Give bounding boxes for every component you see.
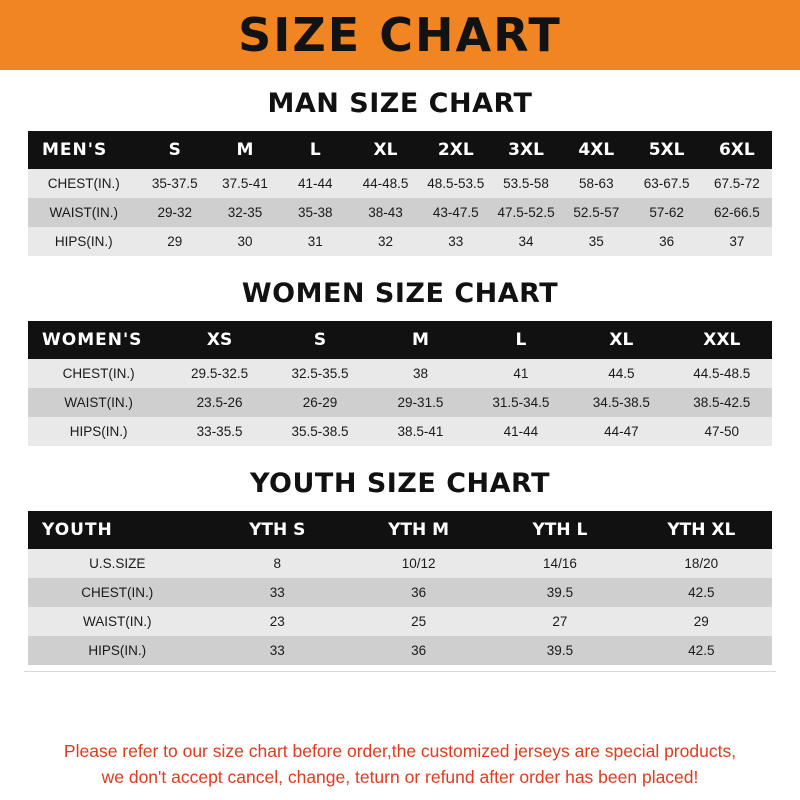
footer-divider [24,671,776,672]
table-cell: 41-44 [471,417,571,446]
table-row [28,549,772,578]
table-cell: 41-44 [280,169,350,198]
row-label: WAIST(IN.) [28,198,140,227]
table-cell: 48.5-53.5 [421,169,491,198]
youth-header-cell: YTH M [348,511,489,549]
men-header-cell: 6XL [702,131,772,169]
table-cell: 43-47.5 [421,198,491,227]
men-header-cell: 4XL [561,131,631,169]
table-row [28,578,772,607]
table-cell: 34.5-38.5 [571,388,671,417]
table-cell: 39.5 [489,578,630,607]
table-cell: 35 [561,227,631,256]
women-header-cell: S [270,321,370,359]
table-cell: 36 [348,636,489,665]
table-cell: 36 [348,578,489,607]
table-row [28,607,772,636]
table-row [28,227,772,256]
table-header-row [28,321,772,359]
table-cell: 18/20 [631,549,772,578]
banner [0,0,800,70]
table-cell: 31 [280,227,350,256]
women-header-cell: L [471,321,571,359]
women-table-wrap [28,321,772,446]
women-header-cell: WOMEN'S [28,321,169,359]
table-cell: 38-43 [350,198,420,227]
men-section-title: MAN SIZE CHART [267,88,533,119]
table-cell: 33 [421,227,491,256]
table-cell: 25 [348,607,489,636]
women-size-table [28,321,772,446]
men-header-cell: MEN'S [28,131,140,169]
table-cell: 57-62 [631,198,701,227]
table-cell: 35-38 [280,198,350,227]
table-cell: 32-35 [210,198,280,227]
table-row [28,417,772,446]
table-cell: 67.5-72 [702,169,772,198]
table-cell: 47-50 [672,417,772,446]
table-cell: 37 [702,227,772,256]
table-cell: 38.5-42.5 [672,388,772,417]
table-cell: 44.5-48.5 [672,359,772,388]
youth-table-wrap [28,511,772,665]
men-table-head [28,131,772,169]
table-cell: 53.5-58 [491,169,561,198]
table-cell: 29-32 [140,198,210,227]
table-cell: 26-29 [270,388,370,417]
row-label: HIPS(IN.) [28,227,140,256]
table-cell: 38 [370,359,470,388]
table-cell: 62-66.5 [702,198,772,227]
men-table-body [28,169,772,256]
youth-header-cell: YTH L [489,511,630,549]
row-label: CHEST(IN.) [28,578,207,607]
table-row [28,388,772,417]
table-cell: 34 [491,227,561,256]
men-table-wrap [28,131,772,256]
table-cell: 33 [207,636,348,665]
women-header-cell: XL [571,321,671,359]
table-cell: 52.5-57 [561,198,631,227]
row-label: HIPS(IN.) [28,636,207,665]
table-cell: 23.5-26 [169,388,269,417]
table-cell: 29 [140,227,210,256]
table-cell: 23 [207,607,348,636]
men-header-cell: 2XL [421,131,491,169]
table-cell: 41 [471,359,571,388]
men-size-table [28,131,772,256]
table-cell: 32.5-35.5 [270,359,370,388]
table-cell: 44-47 [571,417,671,446]
table-cell: 30 [210,227,280,256]
footer-note [0,739,800,790]
women-table-body [28,359,772,446]
youth-size-table [28,511,772,665]
table-cell: 42.5 [631,578,772,607]
men-header-cell: M [210,131,280,169]
table-cell: 8 [207,549,348,578]
table-row [28,198,772,227]
men-header-cell: XL [350,131,420,169]
youth-table-body [28,549,772,665]
women-section-title: WOMEN SIZE CHART [241,278,559,309]
table-cell: 33-35.5 [169,417,269,446]
men-header-cell: 3XL [491,131,561,169]
table-cell: 29-31.5 [370,388,470,417]
youth-section [0,468,800,665]
women-header-cell: XXL [672,321,772,359]
row-label: CHEST(IN.) [28,169,140,198]
table-cell: 31.5-34.5 [471,388,571,417]
footer-line-1: Please refer to our size chart before order,the customized jerseys are special products, [63,741,737,762]
men-header-cell: L [280,131,350,169]
table-row [28,169,772,198]
youth-header-cell: YTH S [207,511,348,549]
youth-header-cell: YTH XL [631,511,772,549]
table-cell: 44.5 [571,359,671,388]
men-header-cell: 5XL [631,131,701,169]
table-cell: 35.5-38.5 [270,417,370,446]
row-label: WAIST(IN.) [28,607,207,636]
table-cell: 29 [631,607,772,636]
table-cell: 42.5 [631,636,772,665]
table-cell: 39.5 [489,636,630,665]
women-section [0,278,800,446]
women-header-cell: M [370,321,470,359]
table-cell: 47.5-52.5 [491,198,561,227]
table-cell: 58-63 [561,169,631,198]
men-section [0,88,800,256]
row-label: HIPS(IN.) [28,417,169,446]
table-cell: 27 [489,607,630,636]
women-header-cell: XS [169,321,269,359]
table-row [28,636,772,665]
row-label: WAIST(IN.) [28,388,169,417]
table-cell: 36 [631,227,701,256]
table-header-row [28,131,772,169]
table-row [28,359,772,388]
row-label: U.S.SIZE [28,549,207,578]
page-title: SIZE CHART [238,8,562,62]
table-cell: 29.5-32.5 [169,359,269,388]
table-cell: 10/12 [348,549,489,578]
row-label: CHEST(IN.) [28,359,169,388]
women-table-head [28,321,772,359]
table-cell: 33 [207,578,348,607]
table-cell: 37.5-41 [210,169,280,198]
table-cell: 32 [350,227,420,256]
youth-table-head [28,511,772,549]
table-cell: 44-48.5 [350,169,420,198]
youth-section-title: YOUTH SIZE CHART [249,468,551,499]
table-header-row [28,511,772,549]
footer-line-2: we don't accept cancel, change, teturn or refund after order has been placed! [101,766,699,787]
table-cell: 63-67.5 [631,169,701,198]
table-cell: 14/16 [489,549,630,578]
men-header-cell: S [140,131,210,169]
table-cell: 38.5-41 [370,417,470,446]
table-cell: 35-37.5 [140,169,210,198]
youth-header-cell: YOUTH [28,511,207,549]
